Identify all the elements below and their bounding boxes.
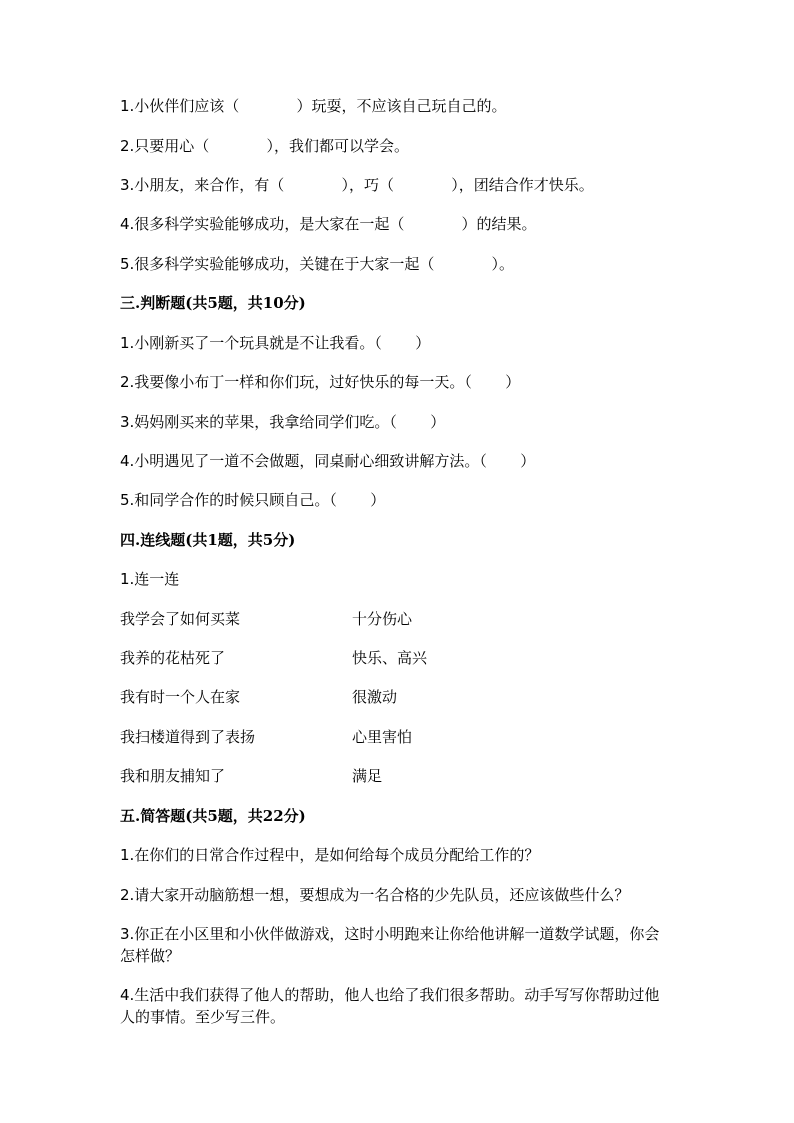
judge-item-3: 3.妈妈刚买来的苹果，我拿给同学们吃。（ ）: [120, 413, 446, 431]
short-answer-item-4: 4.生活中我们获得了他人的帮助，他人也给了我们很多帮助。动手写写你帮助过他人的事情。至少写三件。: [120, 986, 660, 1026]
matching-left-item-5: 我和朋友捕知了: [120, 767, 226, 785]
matching-right-item-4: 心里害怕: [352, 728, 413, 746]
judge-item-2: 2.我要像小布丁一样和你们玩，过好快乐的每一天。（ ）: [120, 373, 521, 391]
section-heading-short-answer: 五.简答题(共5题，共22分): [120, 807, 306, 825]
fill-blank-item-1: 1.小伙伴们应该（ ）玩耍，不应该自己玩自己的。: [120, 97, 507, 115]
short-answer-item-3: 3.你正在小区里和小伙伴做游戏，这时小明跑来让你给他讲解一道数学试题，你会怎样做？: [120, 925, 660, 965]
judge-item-5: 5.和同学合作的时候只顾自己。（ ）: [120, 491, 386, 509]
judge-item-4: 4.小明遇见了一道不会做题，同桌耐心细致讲解方法。（ ）: [120, 452, 536, 470]
matching-left-item-2: 我养的花枯死了: [120, 649, 226, 667]
matching-right-item-1: 十分伤心: [352, 610, 413, 628]
fill-blank-item-5: 5.很多科学实验能够成功，关键在于大家一起（ ）。: [120, 255, 515, 273]
fill-blank-item-4: 4.很多科学实验能够成功，是大家在一起（ ）的结果。: [120, 215, 537, 233]
matching-left-item-1: 我学会了如何买菜: [120, 610, 241, 628]
matching-prompt: 1.连一连: [120, 570, 180, 588]
fill-blank-item-2: 2.只要用心（ ），我们都可以学会。: [120, 137, 410, 155]
short-answer-item-2: 2.请大家开动脑筋想一想，要想成为一名合格的少先队员，还应该做些什么？: [120, 886, 630, 904]
matching-right-item-5: 满足: [352, 767, 383, 785]
section-heading-matching: 四.连线题(共1题，共5分): [120, 531, 296, 549]
matching-right-item-3: 很激动: [352, 688, 398, 706]
fill-blank-item-3: 3.小朋友，来合作，有（ ），巧（ ），团结合作才快乐。: [120, 176, 594, 194]
matching-right-item-2: 快乐、高兴: [352, 649, 428, 667]
judge-item-1: 1.小刚新买了一个玩具就是不让我看。（ ）: [120, 334, 431, 352]
matching-left-item-4: 我扫楼道得到了表扬: [120, 728, 256, 746]
short-answer-item-1: 1.在你们的日常合作过程中，是如何给每个成员分配给工作的？: [120, 846, 540, 864]
matching-left-item-3: 我有时一个人在家: [120, 688, 241, 706]
section-heading-judge: 三.判断题(共5题，共10分): [120, 294, 306, 312]
